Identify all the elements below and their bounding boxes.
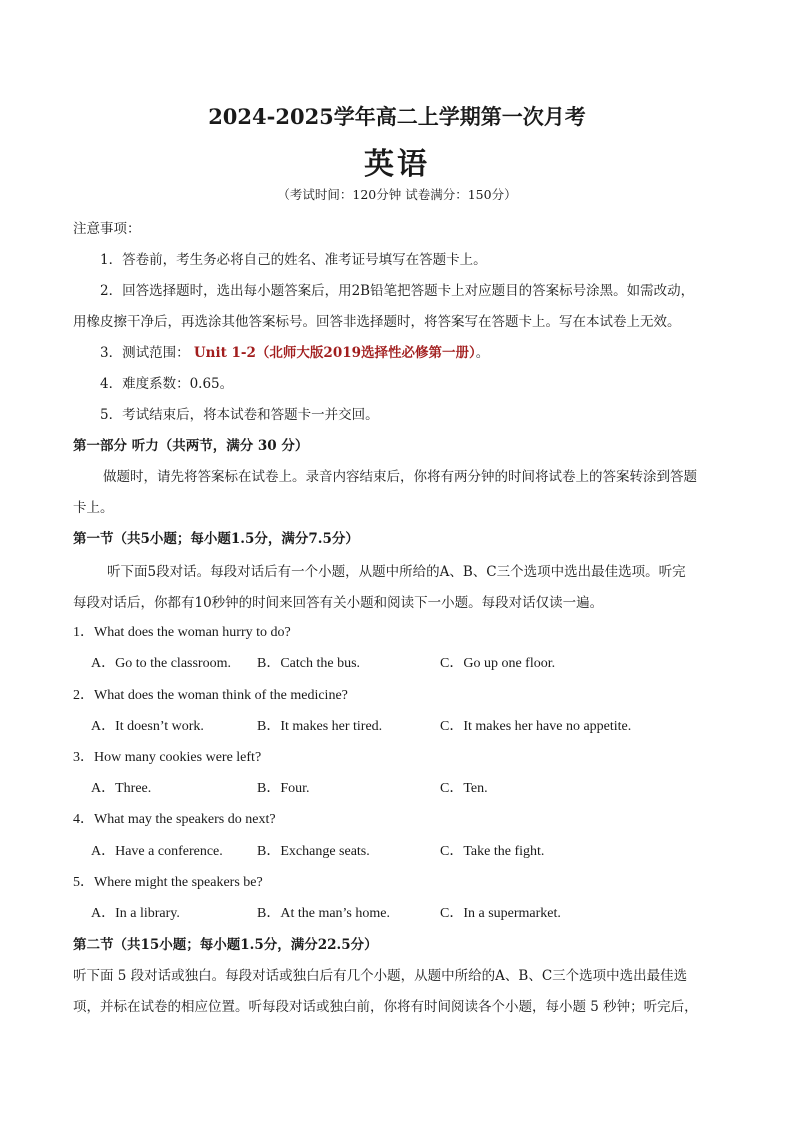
option-c: C．Ten. [440,781,488,796]
question-stem: 4．What may the speakers do next? [73,812,276,827]
part-1-heading: 第一部分 听力（共两节，满分 30 分） [73,438,309,454]
option-b: B．Catch the bus. [257,656,361,671]
note-2-line-1: 2．回答选择题时，选出每小题答案后，用2B铅笔把答题卡上对应题目的答案标号涂黑。如需改动， [100,283,695,299]
option-b: B．At the man’s home. [257,906,390,921]
notes-heading: 注意事项： [73,221,141,237]
option-a: A．Go to the classroom. [91,656,231,671]
note-3 [100,341,489,361]
question-stem: 1．What does the woman hurry to do? [73,625,291,640]
question-stem: 5．Where might the speakers be? [73,875,263,890]
question-stem: 2．What does the woman think of the medicine? [73,688,348,703]
option-a: A．In a library. [91,906,180,921]
test-scope: Unit 1-2（北师大版2019选择性必修第一册） [193,345,476,361]
part-1-intro-line-1: 做题时，请先将答案标在试卷上。录音内容结束后，你将有两分钟的时间将试卷上的答案转涂到答题 [103,469,697,485]
note-1: 1．答卷前，考生务必将自己的姓名、准考证号填写在答题卡上。 [100,252,487,268]
option-c: C．It makes her have no appetite. [440,719,632,734]
option-c: C．In a supermarket. [440,906,561,921]
option-b: B．It makes her tired. [257,719,383,734]
section-1-intro-line-2: 每段对话后，你都有10秒钟的时间来回答有关小题和阅读下一小题。每段对话仅读一遍。 [73,595,604,611]
option-b: B．Four. [257,781,310,796]
section-1-heading: 第一节（共5小题；每小题1.5分，满分7.5分） [73,531,359,547]
section-2-intro-line-2: 项，并标在试卷的相应位置。听每段对话或独白前，你将有时间阅读各个小题，每小题 5 秒钟；听完后， [73,999,698,1015]
option-a: A．Three. [91,781,152,796]
note-4: 4．难度系数：0.65。 [100,376,234,392]
exam-meta: （考试时间：120分钟 试卷满分：150分） [277,187,517,202]
note-3-suffix: 。 [475,345,490,361]
section-2-intro-line-1: 听下面 5 段对话或独白。每段对话或独白后有几个小题，从题中所给的A、B、C三个选项中选出最佳选 [73,968,688,984]
note-3-prefix: 3．测试范围： [100,345,190,361]
part-1-intro-line-2: 卡上。 [73,500,114,516]
section-1-intro-line-1: 听下面5段对话。每段对话后有一个小题，从题中所给的A、B、C三个选项中选出最佳选项。听完 [107,564,686,580]
option-a: A．Have a conference. [91,844,223,859]
option-a: A．It doesn’t work. [91,719,204,734]
option-c: C．Go up one floor. [440,656,556,671]
note-5: 5．考试结束后，将本试卷和答题卡一并交回。 [100,407,379,423]
subject-title: 英语 [364,147,430,182]
question-stem: 3．How many cookies were left? [73,750,262,765]
note-2-line-2: 用橡皮擦干净后，再选涂其他答案标号。回答非选择题时，将答案写在答题卡上。写在本试卷上无效。 [73,314,681,330]
exam-title: 2024-2025学年高二上学期第一次月考 [208,104,586,129]
option-b: B．Exchange seats. [257,844,370,859]
option-c: C．Take the fight. [440,844,545,859]
section-2-heading: 第二节（共15小题；每小题1.5分，满分22.5分） [73,937,378,953]
